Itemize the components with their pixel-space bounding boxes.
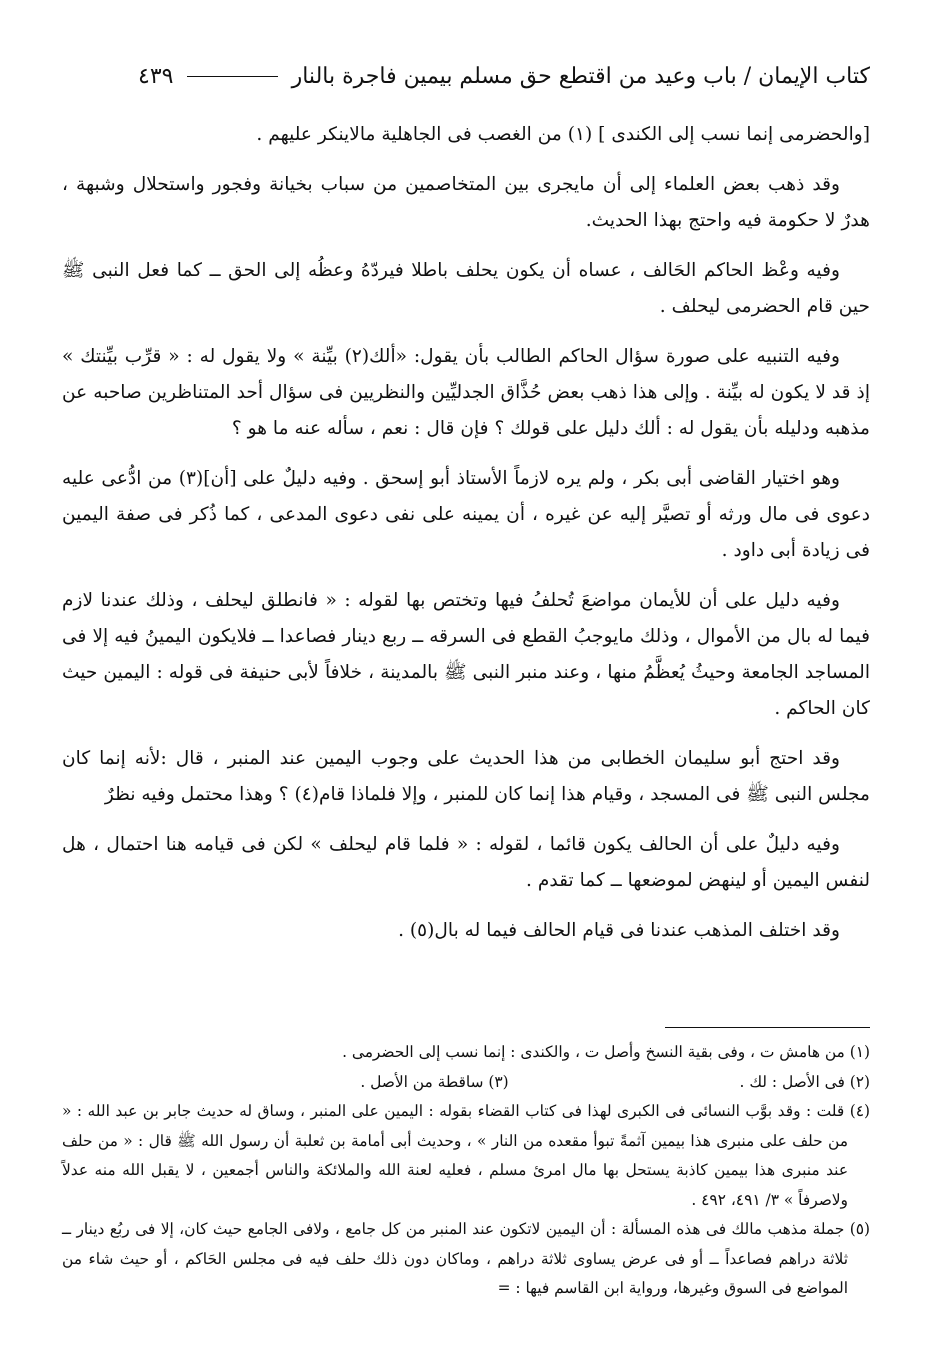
paragraph: وقد ذهب بعض العلماء إلى أن مايجرى بين المتخاصمين من سباب بخيانة وفجور واستحلال وشبهة ، هدرٌ لا حكومة فيه واحتج بهذا الحديث. (62, 174, 870, 231)
footnote-1: (١) من هامش ت ، وفى بقية النسخ وأصل ت ، والكندى : إنما نسب إلى الحضرمى . (342, 1043, 870, 1061)
footnote-4: (٤) قلت : وقد بوَّب النسائى فى الكبرى لهذا فى كتاب القضاء بقوله : اليمين على المنبر ، وساق له حديث جابر بن عبد الله : « من حلف على منبرى هذا بيمين آثمةً تبوأ مقعده من النار » ، وحديث أبى أمامة بن ثعلبة أن رسول الله ﷺ قال : « من حلف عند منبرى هذا بيمين كاذبة يستحل بها مال امرئ مسلم ، فعليه لعنة الله والملائكة والناس أجمعين ، لا يقبل الله منه عدلاً ولاصرفاً » ٣/ ٤٩١، ٤٩٢ . (62, 1102, 870, 1209)
running-header (138, 58, 870, 94)
footnote-separator (665, 1027, 870, 1028)
footnote-5: (٥) جملة مذهب مالك فى هذه المسألة : أن اليمين لاتكون عند المنبر من كل جامع ، ولافى الجامع حيث كان، إلا فى ربُع دينار ــ ثلاثة دراهم فصاعداً ــ أو فى عرض يساوى ثلاثة دراهم ، وماكان دون ذلك حلف فيه فى مجلس الحَاكم ، أو حيث شاء من المواضع فى السوق وغيرها، ورواية ابن القاسم فيها : = (62, 1220, 870, 1297)
header-title: كتاب الإيمان / باب وعيد من اقتطع حق مسلم بيمين فاجرة بالنار (291, 63, 870, 89)
footnote-3: (٣) ساقطة من الأصل . (360, 1072, 509, 1091)
paragraph: وهو اختيار القاضى أبى بكر ، ولم يره لازماً الأستاذ أبو إسحق . وفيه دليلٌ على [أن](٣) من ادُّعى عليه دعوى فى مال ورثه أو تصيَّر إليه عن غيره ، أن يمينه على نفى دعوى المدعى ، كما ذُكر فى صفة اليمين فى زيادة أبى داود . (62, 468, 870, 561)
footnote-2: (٢) فى الأصل : لك . (739, 1072, 870, 1091)
footnote-row (62, 1068, 870, 1098)
paragraph: وفيه التنبيه على صورة سؤال الحاكم الطالب بأن يقول: «ألك(٢) بيِّنة » ولا يقول له : « قرِّب بيِّنتك » إذ قد لا يكون له بيِّنة . وإلى هذا ذهب بعض حُذَّاق الجدليِّين والنظريين فى سؤال أحد المتناظرين صاحبه عن مذهبه ودليله بأن يقول له : ألك دليل على قولك ؟ فإن قال : نعم ، سأله عنه ما هو ؟ (62, 346, 870, 439)
footnotes (62, 1038, 870, 1304)
page-number: ٤٣٩ (138, 63, 174, 89)
paragraph: [والحضرمى إنما نسب إلى الكندى ] (١) من الغصب فى الجاهلية مالاينكر عليهم . (256, 124, 870, 145)
main-text (62, 117, 870, 949)
paragraph: وقد احتج أبو سليمان الخطابى من هذا الحديث على وجوب اليمين عند المنبر ، قال :لأنه إنما كان مجلس النبى ﷺ فى المسجد ، وقيام هذا إنما كان للمنبر ، وإلا فلماذا قام(٤) ؟ وهذا محتمل وفيه نظرٌ (62, 748, 870, 805)
paragraph: وفيه دليلٌ على أن الحالف يكون قائما ، لقوله : « فلما قام ليحلف » لكن فى قيامه هنا احتمال ، هل لنفس اليمين أو لينهض لموضعها ــ كما تقدم . (62, 834, 870, 891)
paragraph: وفيه دليل على أن للأيمان مواضعَ تُحلفُ فيها وتختص بها لقوله : « فانطلق ليحلف ، وذلك عندنا لازم فيما له بال من الأموال ، وذلك مايوجبُ القطع فى السرقه ــ ربع دينار فصاعدا ــ فلايكون اليمينُ فيه إلا فى المساجد الجامعة وحيثُ يُعظَّمُ منها ، وعند منبر النبى ﷺ بالمدينة ، خلافاً لأبى حنيفة فى قوله : اليمين حيث كان الحاكم . (62, 590, 870, 719)
paragraph: وفيه وعْظ الحاكم الحَالف ، عساه أن يكون يحلف باطلا فيردّهُ وعظُه إلى الحق ــ كما فعل النبى ﷺ حين قام الحضرمى ليحلف . (62, 260, 870, 317)
header-rule (187, 76, 277, 77)
paragraph: وقد اختلف المذهب عندنا فى قيام الحالف فيما له بال(٥) . (398, 920, 840, 941)
